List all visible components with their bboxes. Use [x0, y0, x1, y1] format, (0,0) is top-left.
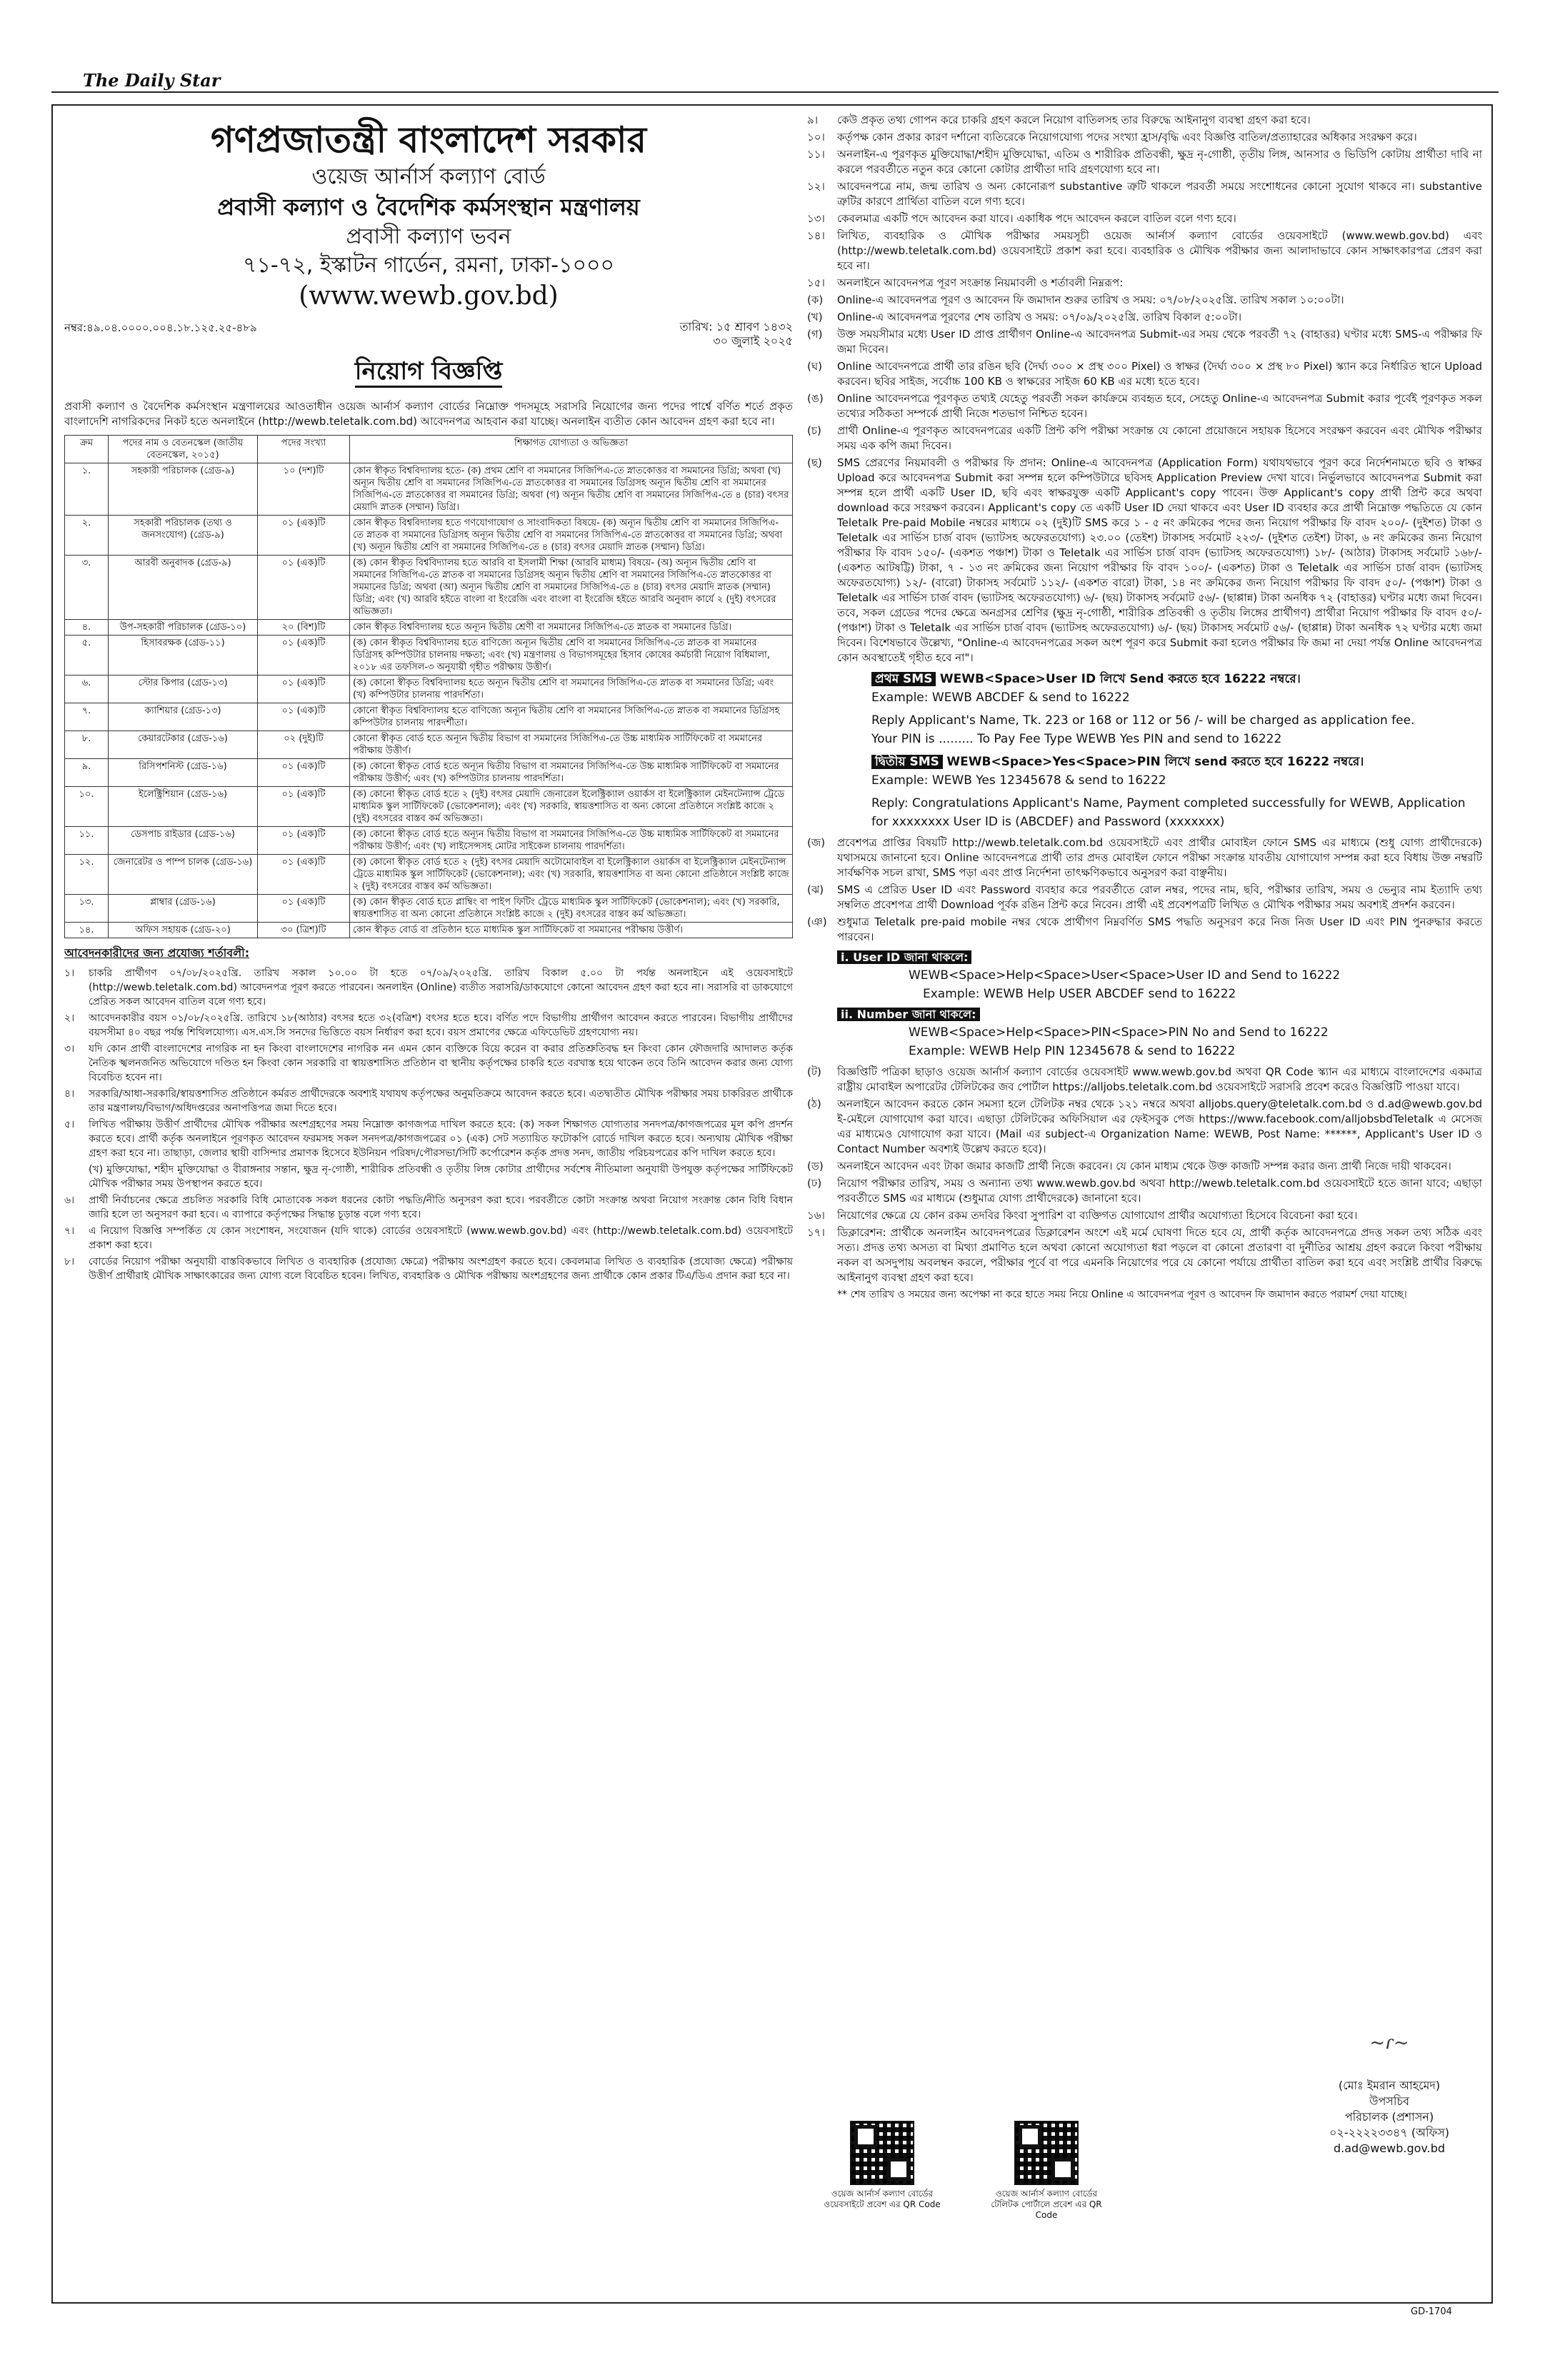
signatory-title2: পরিচালক (প্রশাসন)	[1344, 2110, 1434, 2124]
right-column	[807, 113, 1482, 2298]
clauses-a	[807, 113, 1482, 666]
clause-text: আবেদনকারীর বয়স ০১/০৮/২০২৫খ্রি. তারিখে ১৮(আঠার) বৎসর হতে ৩২(বত্রিশ) বৎসর হতে হবে। বর্ণিত পদে বিভাগীয় প্রার্থীগণ আবেদন করতে পারবেন। বিভাগীয় প্রার্থীদের বয়সসীমা ৪০ বছর পর্যন্ত শিথিলযোগ্য। এস.এস.সি সনদের ভিত্তিতে বয়স নির্ধারণ করা হবে। বয়স প্রমাণের ক্ষেত্রে এফিডেভিট গ্রহণযোগ্য নয়।	[89, 1013, 793, 1038]
row-count: ১০ (দশ)টি	[258, 463, 350, 516]
row-post: ইলেক্ট্রিশিয়ান (গ্রেড-১৬)	[109, 787, 258, 827]
recovery-ii-format: WEWB<Space>Help<Space>PIN<Space>PIN No and Send to 16222	[909, 1025, 1329, 1040]
row-post: সহকারী পরিচালক (গ্রেড-৯)	[109, 463, 258, 516]
clause-item	[807, 423, 1482, 453]
row-post: জেনারেটর ও পাম্প চালক (গ্রেড-১৬)	[109, 855, 258, 895]
clause-item	[807, 293, 1482, 308]
clause-number: ৮।	[64, 1256, 75, 1267]
clause-number: ১৩।	[807, 212, 825, 225]
second-sms-format: WEWB<Space>Yes<Space>PIN লিখে send করতে হবে 16222 নম্বরে।	[946, 755, 1364, 769]
first-sms-example: Example: WEWB ABCDEF & send to 16222	[871, 691, 1130, 705]
sms-instructions	[871, 670, 1482, 831]
clause-number: ১৫।	[807, 276, 825, 289]
clause-text: SMS এ প্রেরিত User ID এবং Password ব্যবহার করে পরবর্তীতে রোল নম্বর, পদের নাম, ছবি, পরীক্ষার তারিখ, সময় ও ভেন্যুর নাম ইত্যাদি তথ্য সম্বলিত প্রবেশপত্র প্রার্থী Download পূর্বক রঙিন প্রিন্ট করে নিবেন। প্রার্থী এই প্রবেশপত্রটি লিখিত ও মৌখিক পরীক্ষার সময় অবশ্যই প্রদর্শন করবেন।	[837, 883, 1482, 911]
row-count: ২০ (বিশ)টি	[258, 620, 350, 636]
row-post: ক্যাশিয়ার (গ্রেড-১৩)	[109, 703, 258, 731]
row-qualification: (ক) কোনো স্বীকৃত বিশ্ববিদ্যালয় হতে অন্যূন দ্বিতীয় শ্রেণি বা সমমানের সিজিপিএ-তে স্নাতক বা সমমানের ডিগ্রি; এবং (খ) কম্পিউটার চালনায় পারদর্শিতা।	[350, 676, 793, 703]
clause-number: (খ)	[807, 311, 823, 323]
row-count: ০১ (এক)টি	[258, 759, 350, 787]
row-qualification: কোন স্বীকৃত বিশ্ববিদ্যালয় হতে গণযোগাযোগ ও সাংবাদিকতা বিষয়ে- (ক) অন্যূন দ্বিতীয় শ্রেণি বা সমমানের সিজিপিএ-তে স্নাতক বা সমমানের ডিগ্রিসহ অন্যূন দ্বিতীয় শ্রেণি বা সমমানের সিজিপিএ-তে স্নাতকোত্তর বা সমমানের ডিগ্রি; অথবা (খ) অন্যূন দ্বিতীয় শ্রেণি বা সমমানের সিজিপিএ-তে ৪ (চার) বৎসর মেয়াদি স্নাতক (সম্মান) ডিগ্রি।	[350, 516, 793, 556]
clause-number: (ঘ)	[807, 360, 822, 373]
recovery-instructions	[837, 949, 1482, 1060]
table-row	[65, 895, 793, 923]
row-count: ০১ (এক)টি	[258, 516, 350, 556]
col-serial: ক্রম	[65, 436, 109, 463]
clause-item	[807, 359, 1482, 389]
clause-text: উক্ত সময়সীমার মধ্যে User ID প্রাপ্ত প্রার্থীগণ Online-এ আবেদনপত্র Submit-এর সময় থেকে পরবর্তী ৭২ (বাহাত্তর) ঘণ্টার মধ্যে SMS-এ পরীক্ষার ফি জমা দিবেন।	[837, 328, 1482, 356]
first-sms-line	[871, 670, 1482, 688]
clause-text: প্রার্থী নির্বাচনের ক্ষেত্রে প্রচলিত সরকারি বিধি মোতাবেক সকল ধরনের কোটা পদ্ধতি/নীতি অনুসরণ করা হবে। পরবর্তীতে কোটা সংক্রান্ত অথবা নিয়োগ সংক্রান্ত কোন বিধি বিধান জারি হলে তা অনুসরণ করা হবে। এ ব্যাপারে কর্তৃপক্ষের সিদ্ধান্ত চূড়ান্ত বলে গণ্য হবে।	[89, 1195, 793, 1220]
clause-item	[64, 1193, 793, 1222]
footnote: ** শেষ তারিখ ও সময়ের জন্য অপেক্ষা না করে হাতে সময় নিয়ে Online এ আবেদনপত্র পূরণ ও আবেদন ফি জমাদান করতে পরামর্শ দেয়া যাচ্ছে।	[837, 1289, 1407, 1300]
clause-item	[807, 1097, 1482, 1157]
clause-item	[807, 130, 1482, 145]
letterhead	[64, 117, 793, 313]
clause-text: অনলাইনে আবেদন করতে কোন সমস্যা হলে টেলিটক নম্বর থেকে ১২১ নম্বরে অথবা alljobs.query@teletalk.com.bd ও d.ad@wewb.gov.bd ই-মেইলে যোগাযোগ করা যাবে। এছাড়া টেলিটকের অফিসিয়াল এর ফেইসবুক পেজ https://www.facebook.com/alljobsbdTeletalk এ মেসেজ এর মাধ্যমেও যোগাযোগ করা যাবে। (Mail এর subject-এ Organization Name: WEWB, Post Name: ******, Applicant's User ID ও Contact Number অবশ্যই উল্লেখ করতে হবে)।	[837, 1098, 1482, 1155]
reference-row	[64, 320, 793, 348]
row-serial: ১২.	[65, 855, 109, 895]
conditions-title: আবেদনকারীদের জন্য প্রযোজ্য শর্তাবলী:	[64, 946, 250, 960]
row-post: ডেসপাচ রাইডার (গ্রেড-১৬)	[109, 827, 258, 855]
table-row	[65, 703, 793, 731]
clause-item	[64, 1011, 793, 1040]
row-serial: ১০.	[65, 787, 109, 827]
row-serial: ৬.	[65, 676, 109, 703]
website-qr-code	[850, 2121, 914, 2185]
row-post: অফিস সহায়ক (গ্রেড-২০)	[109, 923, 258, 938]
row-serial: ৭.	[65, 703, 109, 731]
signatory-phone: ০২-২২২২৩৩৪৭ (অফিস)	[1329, 2126, 1450, 2139]
row-serial: ৮.	[65, 731, 109, 759]
table-row	[65, 787, 793, 827]
newspaper-masthead: The Daily Star	[83, 70, 221, 91]
first-reply-pin: Your PIN is ......... To Pay Fee Type WEWB Yes PIN and send to 16222	[871, 732, 1282, 746]
row-count: ০১ (এক)টি	[258, 895, 350, 923]
clause-text: Online আবেদনপত্রে পূরণকৃত তথ্যই যেহেতু পরবর্তী সকল কার্যক্রমে ব্যবহৃত হবে, সেহেতু Online-এ আবেদনপত্র Submit করার পূর্বেই পূরণকৃত সকল তথ্যের সঠিকতা সম্পর্কে প্রার্থী নিজে শতভাগ নিশ্চিত হবেন।	[837, 392, 1482, 420]
clause-number: (ঙ)	[807, 392, 824, 405]
clause-text: লিখিত, ব্যবহারিক ও মৌখিক পরীক্ষার সময়সূচী ওয়েজ আর্নার্স কল্যাণ বোর্ডের ওয়েবসাইটে (www.wewb.gov.bd) এবং (http://wewb.teletalk.com.bd) ওয়েবসাইটে প্রকাশ করা হবে। ব্যবহারিক ও মৌখিক পরীক্ষার জন্য আলাদাভাবে কোন সাক্ষাৎকারপত্র প্রেরণ করা হবে না।	[837, 229, 1482, 272]
clause-number: ৭।	[64, 1225, 75, 1237]
row-qualification: (ক) কোন স্বীকৃত বিশ্ববিদ্যালয় হতে বাণিজ্যে অন্যূন দ্বিতীয় শ্রেণি বা সমমানের সিজিপিএ-তে স্নাতক বা সমমানের ডিগ্রিসহ কম্পিউটার চালনায় দক্ষতা; এবং (খ) মন্ত্রণালয় ও বিভাগসমূহের হিসাব কোষের কর্মচারী নিয়োগ বিধিমালা, ২০১৮ এর তফসিল-৩ অনুযায়ী গৃহীত পরীক্ষায় উত্তীর্ণ।	[350, 636, 793, 676]
clause-item	[807, 179, 1482, 209]
clause-number: ১।	[64, 968, 75, 979]
table-row	[65, 556, 793, 620]
address: ৭১-৭২, ইস্কাটন গার্ডেন, রমনা, ঢাকা-১০০০	[242, 253, 615, 278]
row-qualification: (ক) কোন স্বীকৃত বিশ্ববিদ্যালয় হতে আরবি বা ইসলামী শিক্ষা (আরবি মাধ্যম) বিষয়ে- (অ) অন্যূন দ্বিতীয় শ্রেণি বা সমমানের সিজিপিএ-তে স্নাতক বা সমমানের ডিগ্রিসহ অন্যূন দ্বিতীয় শ্রেণি বা সমমানের সিজিপিএ-তে স্নাতকোত্তর বা সমমানের ডিগ্রি; অথবা (আ) অন্যূন দ্বিতীয় শ্রেণি বা সমমানের সিজিপিএ-তে ৪ (চার) বৎসর মেয়াদি স্নাতক (সম্মান) ডিগ্রি; এবং (খ) আরবি হইতে বাংলা বা ইংরেজি এবং বাংলা বা ইংরেজি হইতে আরবি অনুবাদ কার্যে ২ (দুই) বৎসরের অভিজ্ঞতা।	[350, 556, 793, 620]
website: (www.wewb.gov.bd)	[299, 281, 559, 311]
clause-item	[807, 113, 1482, 128]
table-header-row	[65, 436, 793, 463]
notice-title: নিয়োগ বিজ্ঞপ্তি	[64, 353, 793, 393]
clause-number: (গ)	[807, 328, 823, 341]
footer-block	[807, 1971, 1482, 2285]
row-post: আরবী অনুবাদক (গ্রেড-৯)	[109, 556, 258, 620]
clause-number: ৩।	[64, 1043, 75, 1055]
clause-number: (ট)	[807, 1065, 821, 1078]
row-serial: ৪.	[65, 620, 109, 636]
posts-table	[64, 435, 793, 938]
row-qualification: কোনো স্বীকৃত বোর্ড হতে অন্যূন দ্বিতীয় বিভাগ বা সমমানের সিজিপিএ-তে উচ্চ মাধ্যমিক সার্টিফিকেট বা সমমানের পরীক্ষায় উত্তীর্ণ।	[350, 731, 793, 759]
clause-text: প্রবেশপত্র প্রাপ্তির বিষয়টি http://wewb.teletalk.com.bd ওয়েবসাইটে এবং প্রার্থীর মোবাইল ফোনে SMS এর মাধ্যমে (শুধু যোগ্য প্রার্থীদেরকে) যথাসময়ে জানানো হবে। Online আবেদনপত্রে প্রার্থী তার প্রদত্ত মোবাইল ফোনে পরীক্ষা সংক্রান্ত যাবতীয় যোগাযোগ সম্পন্ন করা হবে বিধায় উক্ত নম্বরটি সার্বক্ষণিক সচল রাখা, SMS পড়া এবং প্রাপ্ত নির্দেশনা তাৎক্ষণিকভাবে অনুসরণ করা বাঞ্ছনীয়।	[837, 836, 1482, 879]
clause-item	[64, 1224, 793, 1252]
clause-text: অনলাইনে আবেদন এবং টাকা জমার কাজটি প্রার্থী নিজে করবেন। যে কোন মাধ্যম থেকে উক্ত কাজটি সম্পন্ন করার জন্য প্রার্থী নিজে দায়ী থাকবেন।	[837, 1160, 1451, 1173]
clause-number: ১৭।	[807, 1226, 825, 1239]
row-qualification: (ক) কোনো স্বীকৃত বোর্ড হতে ২ (দুই) বৎসর মেয়াদি অটোমোবাইল বা ইলেক্ট্রিক্যাল ওয়ার্কস বা ইলেক্ট্রিক্যাল মেইনটেন্যান্স ট্রেডে মাধ্যমিক স্কুল সার্টিফিকেট (ভোকেশনাল); এবং (খ) সরকারি, স্বায়ত্তশাসিত বা অন্য কোনো প্রতিষ্ঠানে সংশ্লিষ্ট কাজে ২ (দুই) বৎসরের বাস্তব কর্ম অভিজ্ঞতা।	[350, 855, 793, 895]
clause-item	[807, 391, 1482, 421]
signatory-name: (মোঃ ইমরান আহমেদ)	[1338, 2079, 1441, 2092]
signature-block	[1307, 2032, 1471, 2156]
row-qualification: (ক) কোনো স্বীকৃত বোর্ড হতে অন্যূন দ্বিতীয় বিভাগ বা সমমানের সিজিপিএ-তে উচ্চ মাধ্যমিক সার্টিফিকেট বা সমমানের পরীক্ষায় উত্তীর্ণ; এবং (খ) কম্পিউটার চালনায় পারদর্শিতা।	[350, 759, 793, 787]
first-reply: Reply Applicant's Name, Tk. 223 or 168 or 112 or 56 /- will be charged as application fee.	[871, 713, 1415, 728]
clause-item	[807, 310, 1482, 325]
clause-number: ১৬।	[807, 1209, 825, 1222]
row-count: ০১ (এক)টি	[258, 827, 350, 855]
row-qualification: কোন স্বীকৃত বিশ্ববিদ্যালয় হতে অন্যূন দ্বিতীয় শ্রেণী বা সমমানের সিজিপিএ-তে স্নাতক বা সমমানের ডিগ্রি।	[350, 620, 793, 636]
row-serial: ৩.	[65, 556, 109, 620]
clause-item	[807, 147, 1482, 177]
clause-number: ৬।	[64, 1195, 75, 1206]
clause-item	[807, 327, 1482, 357]
board-name: ওয়েজ আর্নার্স কল্যাণ বোর্ড	[311, 164, 546, 189]
row-serial: ১৩.	[65, 895, 109, 923]
second-sms-example: Example: WEWB Yes 12345678 & send to 16222	[871, 773, 1166, 788]
govt-title: গণপ্রজাতন্ত্রী বাংলাদেশ সরকার	[211, 119, 646, 161]
clause-item	[64, 1087, 793, 1115]
table-row	[65, 731, 793, 759]
row-post: হিসাবরক্ষক (গ্রেড-১১)	[109, 636, 258, 676]
clause-item	[807, 883, 1482, 913]
row-post: প্লাম্বার (গ্রেড-১৬)	[109, 895, 258, 923]
table-row	[65, 636, 793, 676]
clause-item	[807, 1159, 1482, 1174]
clause-item	[807, 211, 1482, 226]
clause-number: ২।	[64, 1013, 75, 1024]
clause-item	[807, 915, 1482, 945]
table-row	[65, 923, 793, 938]
clause-item	[64, 1118, 793, 1160]
signature-scribble: ~ɾ~	[1369, 2032, 1409, 2054]
date-bangla: ১৫ শ্রাবণ ১৪৩২	[716, 320, 793, 333]
intro-paragraph: প্রবাসী কল্যাণ ও বৈদেশিক কর্মসংস্থান মন্ত্রণালয়ের আওতাধীন ওয়েজ আর্নার্স কল্যাণ বোর্ডের নিম্নোক্ত পদসমূহে সরাসরি নিয়োগের জন্য পদের পার্শ্বে বর্ণিত শর্তে প্রকৃত বাংলাদেশি নাগরিকদের নিকট হতে অনলাইনে (http://wewb.teletalk.com.bd) আবেদনপত্র আহবান করা যাচ্ছে। অনলাইন ব্যতীত কোন আবেদন গ্রহণ করা হবে না।	[64, 400, 793, 428]
clause-text: লিখিত পরীক্ষায় উত্তীর্ণ প্রার্থীদের মৌখিক পরীক্ষার অংশগ্রহণের সময় নিম্নোক্ত কাগজপত্র দাখিল করতে হবে: (ক) সকল শিক্ষাগত যোগ্যতার সনদপত্র/কাগজপত্রের মূল কপি প্রদর্শন করতে হবে। প্রার্থী কর্তৃক অনলাইনে পূরণকৃত আবেদন ফরমসহ সকল সনদপত্র/কাগজপত্রের ০১ (এক) সেট সত্যায়িত ফটোকপি বোর্ডে দাখিল করতে হবে। অন্যথায় মৌখিক পরীক্ষা গ্রহণ করা হবে না। তাছাড়া, জেলার স্থায়ী বাসিন্দার প্রমাণক হিসেবে ইউনিয়ন পরিষদ/পৌরসভা/সিটি কর্পোরেশন কর্তৃক প্রদত্ত সনদ, জাতীয় পরিচয়পত্রের কপি দাখিল করতে হবে।	[89, 1119, 793, 1159]
row-qualification: (ক) কোনো স্বীকৃত বোর্ড হতে ২ (দুই) বৎসর মেয়াদি জেনারেল ইলেক্ট্রিক্যাল ওয়ার্কস বা ইলেক্ট্রিক্যাল মেইনটেন্যান্স ট্রেডে মাধ্যমিক স্কুল সার্টিফিকেট (ভোকেশনাল); এবং (খ) সরকারি, স্বায়ত্তশাসিত বা অন্য কোনো প্রতিষ্ঠানে সংশ্লিষ্ট কাজে ২ (দুই) বৎসরের বাস্তব কর্ম অভিজ্ঞতা।	[350, 787, 793, 827]
table-row	[65, 676, 793, 703]
clause-text: শুধুমাত্র Teletalk pre-paid mobile নম্বর থেকে প্রার্থীগণ নিম্নবর্ণিত SMS পদ্ধতি অনুসরণ করে নিজ নিজ User ID এবং PIN পুনরুদ্ধার করতে পারবেন।	[837, 915, 1482, 943]
ministry-name: প্রবাসী কল্যাণ ও বৈদেশিক কর্মসংস্থান মন্ত্রণালয়	[217, 194, 640, 221]
date-english: ৩০ জুলাই ২০২৫	[713, 334, 793, 348]
clause-item	[807, 456, 1482, 666]
clause-text: SMS প্রেরণের নিয়মাবলী ও পরীক্ষার ফি প্রদান: Online-এ আবেদনপত্র (Application Form) যথাযথভাবে পূরণ করে নির্দেশনামতে ছবি ও স্বাক্ষর Upload করে আবেদনপত্র Submit করা সম্পন্ন হলে কম্পিউটারে ছবিসহ Application Preview দেখা যাবে। নির্ভুলভাবে আবেদনপত্র Submit করা সম্পন্ন হলে প্রার্থী একটি User ID, ছবি এবং স্বাক্ষরযুক্ত একটি Applicant's copy পাবেন। উক্ত Applicant's copy প্রার্থী প্রিন্ট করে অথবা download করে সংরক্ষণ করবেন। Applicant's copy তে একটি User ID দেয়া থাকবে এবং User ID ব্যবহার করে প্রার্থী নিম্নোক্ত পদ্ধতিতে যে কোন Teletalk Pre-paid Mobile নম্বরের মাধ্যমে ০২ (দুই)টি SMS করে ১ - ৫ নং ক্রমিকের পদের জন্য নিয়োগ পরীক্ষার ফি বাবদ ২০০/- (দুইশত) টাকা ও Teletalk এর সার্ভিস চার্জ বাবদ (ভ্যাটসহ অফেরতযোগ্য) ২৩.০০ (তেইশ) টাকাসহ সর্বমোট ২২৩/- (দুইশত তেইশ) টাকা, ৬ নং ক্রমিকের জন্য নিয়োগ পরীক্ষার ফি বাবদ ১৫০/- (একশত পঞ্চাশ) টাকা ও Teletalk এর সার্ভিস চার্জ বাবদ (ভ্যাটসহ অফেরতযোগ্য) ১৮/- (আঠার) টাকাসহ সর্বমোট ১৬৮/- (একশত আটষট্টি) টাকা, ৭ - ১৩ নং ক্রমিকের জন্য নিয়োগ পরীক্ষার ফি বাবদ ১০০/- (একশত) টাকা ও Teletalk এর সার্ভিস চার্জ বাবদ (ভ্যাটসহ অফেরতযোগ্য) ১২/- (বারো) টাকাসহ সর্বমোট ১১২/- (একশত বারো) টাকা, ১৪ নং ক্রমিকের জন্য নিয়োগ পরীক্ষার ফি বাবদ ৫০/- (পঞ্চাশ) টাকা ও Teletalk এর সার্ভিস চার্জ বাবদ (ভ্যাটসহ অফেরতযোগ্য) ৬/- (ছয়) টাকাসহ সর্বমোট ৫৬/- (ছাপ্পান্ন) টাকা অনধিক ৭২ (বাহাত্তর) ঘণ্টার মধ্যে জমা দিবেন। তবে, সকল গ্রেডের পদের ক্ষেত্রে অনগ্রসর শ্রেণির (ক্ষুদ্র নৃ-গোষ্ঠী, শারীরিক প্রতিবন্ধী ও তৃতীয় লিঙ্গের প্রার্থীগণ) প্রার্থীরা নিয়োগ পরীক্ষার ফি বাবদ ৫০/- (পঞ্চাশ) টাকা ও Teletalk এর সার্ভিস চার্জ বাবদ (ভ্যাটসহ অফেরতযোগ্য) ৬/- (ছয়) টাকাসহ সর্বমোট ৫৬/- (ছাপ্পান্ন) টাকা অনধিক ৭২ ঘণ্টার মধ্যে জমা দিবেন। বিশেষভাবে উল্লেখ্য, "Online-এ আবেদনপত্রের সকল অংশ পূরণ করে Submit করা হলেও পরীক্ষার ফি জমা না দেয়া পর্যন্ত Online আবেদনপত্র কোন অবস্থাতেই গৃহীত হবে না"।	[837, 456, 1482, 664]
clause-text: সরকারি/আধা-সরকারি/স্বায়ত্তশাসিত প্রতিষ্ঠানে কর্মরত প্রার্থীদেরকে অবশ্যই যথাযথ কর্তৃপক্ষের অনুমতিক্রমে আবেদন করতে হবে। এতদ্ব্যতীত মৌখিক পরীক্ষার সময় চাকরিরত প্রার্থীকে তার মন্ত্রণালয়/বিভাগ/অধিদপ্তরের অনাপত্তিপত্র জমা দিতে হবে।	[89, 1088, 793, 1114]
clause-number: ১৪।	[807, 229, 825, 242]
conditions-list	[64, 966, 793, 1283]
row-qualification: (ক) কোনো স্বীকৃত বোর্ড হতে অন্যূন দ্বিতীয় বিভাগ বা সমমানের সিজিপিএ-তে উচ্চ মাধ্যমিক সার্টিফিকেট বা সমমানের পরীক্ষায় উত্তীর্ণ; এবং (খ) লাইসেন্সসহ মোটর সাইকেল চালনায় পারদর্শিতা।	[350, 827, 793, 855]
clause-item	[64, 966, 793, 1009]
row-post: রিসিপশনিস্ট (গ্রেড-১৬)	[109, 759, 258, 787]
row-qualification: কোনো স্বীকৃত বিশ্ববিদ্যালয় হতে বাণিজ্যে অন্যূন দ্বিতীয় শ্রেণি বা সমমানের সিজিপিএ-তে স্নাতক বা সমমানের ডিগ্রিসহ কম্পিউটার চালনায় পারদর্শীতা।	[350, 703, 793, 731]
table-row	[65, 827, 793, 855]
clause-number: ৯।	[807, 114, 819, 126]
table-row	[65, 759, 793, 787]
row-qualification: কোন স্বীকৃত বোর্ড বা প্রতিষ্ঠান হতে মাধ্যমিক স্কুল সার্টিফিকেট বা সমমানের পরীক্ষায় উত্তীর্ণ।	[350, 923, 793, 938]
teletalk-qr-caption: ওয়েজ আর্নার্স কল্যাণ বোর্ডের টেলিটক পোর্টালে প্রবেশ এর QR Code	[991, 2189, 1102, 2220]
row-count: ০২ (দুই)টি	[258, 731, 350, 759]
row-serial: ৯.	[65, 759, 109, 787]
row-serial: ১৪.	[65, 923, 109, 938]
clause-item	[64, 1163, 793, 1191]
row-count: ০১ (এক)টি	[258, 676, 350, 703]
row-post: সহকারী পরিচালক (তথ্য ও জনসংযোগ) (গ্রেড-৯)	[109, 516, 258, 556]
row-post: স্টোর কিপার (গ্রেড-১৩)	[109, 676, 258, 703]
clause-item	[807, 276, 1482, 291]
row-count: ০১ (এক)টি	[258, 636, 350, 676]
row-qualification: কোন স্বীকৃত বিশ্ববিদ্যালয় হতে- (ক) প্রথম শ্রেণি বা সমমানের সিজিপিএ-তে স্নাতকোত্তর বা সমমানের ডিগ্রি; অথবা (খ) অন্যূন দ্বিতীয় শ্রেণি বা সমমানের সিজিপিএ-তে স্নাতকোত্তর বা সমমানের ডিগ্রিসহ অন্যূন দ্বিতীয় শ্রেণি বা সমমানের সিজিপিএ-তে স্নাতকোত্তর বা সমমানের ডিগ্রি; অথবা (গ) অন্যূন দ্বিতীয় শ্রেণি বা সমমানের সিজিপিএ-তে ৪ (চার) বৎসর মেয়াদি স্নাতক (সম্মান) ডিগ্রি।	[350, 463, 793, 516]
signatory-title1: উপসচিব	[1369, 2094, 1409, 2108]
row-post: কেয়ারটেকার (গ্রেড-১৬)	[109, 731, 258, 759]
clause-item	[807, 1208, 1482, 1223]
signatory-email: d.ad@wewb.gov.bd	[1333, 2142, 1446, 2155]
top-rule	[51, 91, 1499, 93]
recovery-ii-example: Example: WEWB Help PIN 12345678 & send to 16222	[909, 1044, 1236, 1058]
row-post: উপ-সহকারী পরিচালক (গ্রেড-১০)	[109, 620, 258, 636]
clause-number: (ঝ)	[807, 883, 824, 896]
clause-number: (ক)	[807, 293, 824, 306]
building-name: প্রবাসী কল্যাণ ভবন	[346, 224, 511, 249]
row-count: ০১ (এক)টি	[258, 556, 350, 620]
clause-number: (ঞ)	[807, 915, 827, 928]
recovery-i-format: WEWB<Space>Help<Space>User<Space>User ID and Send to 16222	[909, 968, 1341, 983]
clause-text: অনলাইনে আবেদনপত্র পূরণ সংক্রান্ত নিয়মাবলী ও শর্তাবলী নিম্নরূপ:	[837, 276, 1124, 289]
clause-text: Online-এ আবেদনপত্র পূরণের শেষ তারিখ ও সময়: ০৭/০৯/২০২৫খ্রি. তারিখ বিকাল ৫:০০টা।	[837, 311, 1242, 323]
row-serial: ৫.	[65, 636, 109, 676]
clause-number: ৪।	[64, 1088, 75, 1100]
clause-number: (ছ)	[807, 456, 822, 469]
clause-number	[64, 1163, 89, 1191]
clause-text: নিয়োগের ক্ষেত্রে যে কোন রকম তদবির কিংবা সুপারিশ বা ব্যক্তিগত যোগাযোগ প্রার্থীর অযোগ্যতা হিসেবে বিবেচনা করা হবে।	[837, 1209, 1358, 1222]
table-row	[65, 620, 793, 636]
row-count: ০১ (এক)টি	[258, 703, 350, 731]
clause-item	[807, 835, 1482, 880]
first-sms-tag: প্রথম SMS	[871, 672, 936, 686]
row-serial: ১.	[65, 463, 109, 516]
clause-text: Online-এ আবেদনপত্র পূরণ ও আবেদন ফি জমাদান শুরুর তারিখ ও সময়: ০৭/০৮/২০২৫খ্রি. তারিখ সকাল ১০:০০টা।	[837, 293, 1344, 306]
teletalk-qr-code	[1014, 2121, 1079, 2185]
row-serial: ২.	[65, 516, 109, 556]
recovery-ii-tag: ii. Number জানা থাকলে:	[837, 1008, 980, 1021]
clause-item	[807, 229, 1482, 273]
table-body	[65, 463, 793, 938]
col-qualification: শিক্ষাগত যোগ্যতা ও অভিজ্ঞতা	[350, 436, 793, 463]
first-sms-format: WEWB<Space>User ID লিখে Send করতে হবে 16222 নম্বরে।	[939, 672, 1301, 686]
second-sms-line	[871, 753, 1482, 771]
clause-text: ডিক্লারেশন: প্রার্থীকে অনলাইন আবেদনপত্রের ডিক্লারেশন অংশে এই মর্মে ঘোষণা দিতে হবে যে, প্রার্থী কর্তৃক আবেদনপত্রে প্রদত্ত সকল তথ্য সঠিক এবং সত্য। প্রদত্ত তথ্য অসত্য বা মিথ্যা প্রমাণিত হলে অথবা কোনো অযোগ্যতা ধরা পড়লে বা কোনো প্রতারণা বা দুর্নীতির আশ্রয় গ্রহণ করলে কিংবা পরীক্ষায় নকল বা অসদুপায় অবলম্বন করলে, পরীক্ষার পূর্বে বা পরে এমনকি নিয়োগের পরে যে কোনো পর্যায়ে প্রার্থীতা বাতিল করা হবে এবং সংশ্লিষ্ট প্রার্থীর বিরুদ্ধে আইনানুগ ব্যবস্থা গ্রহণ করা হবে।	[837, 1226, 1482, 1284]
clause-number: (ড)	[807, 1160, 824, 1173]
clause-number: (জ)	[807, 836, 826, 849]
clause-text: বোর্ডের নিয়োগ পরীক্ষা অনুযায়ী বাস্তবিকভাবে লিখিত ও ব্যবহারিক (প্রযোজ্য ক্ষেত্রে) পরীক্ষায় অংশগ্রহণ করতে হবে। কেবলমাত্র লিখিত ও ব্যবহারিক (প্রযোজ্য ক্ষেত্রে) পরীক্ষায় উত্তীর্ণ প্রার্থীরাই মৌখিক সাক্ষাৎকারের জন্য যোগ্য বলে বিবেচিত হবেন। লিখিত, ব্যবহারিক ও মৌখিক পরীক্ষায় অংশগ্রহণের জন্য প্রার্থীকে কোন প্রকার টিএ/ডিএ প্রদান করা হবে না।	[89, 1256, 793, 1282]
clause-text: কেবলমাত্র একটি পদে আবেদন করা যাবে। একাধিক পদে আবেদন করলে বাতিল বলে গণ্য হবে।	[837, 212, 1236, 225]
clauses-c	[807, 1065, 1482, 1285]
col-post: পদের নাম ও বেতনস্কেল (জাতীয় বেতনস্কেল, ২০১৫)	[109, 436, 258, 463]
date-label: তারিখ:	[679, 320, 713, 333]
clause-item	[807, 1176, 1482, 1206]
clause-text: নিয়োগ পরীক্ষার তারিখ, সময় ও অন্যান্য তথ্য www.wewb.gov.bd অথবা http://wewb.teletalk.com.bd ওয়েবসাইটে হতে জানা যাবে; এছাড়া পরবর্তীতে SMS এর মাধ্যমে (শুধুমাত্র যোগ্য প্রার্থীদেরকে) জানানো হবে।	[837, 1177, 1482, 1205]
clause-number: (ঠ)	[807, 1098, 821, 1110]
clause-text: যদি কোন প্রার্থী বাংলাদেশের নাগরিক না হন কিংবা বাংলাদেশের নাগরিক নন এমন কোন ব্যক্তিকে বিয়ে করেন বা করার প্রতিশ্রুতিবদ্ধ হন কিংবা কোন ফৌজদারি আদালত কর্তৃক নৈতিক স্খলনজনিত অভিযোগে দণ্ডিত হন কিংবা কোন সরকারি বা স্বায়ত্তশাসিত প্রতিষ্ঠান বা স্থানীয় কর্তৃপক্ষের চাকরি হতে বরখাস্ত হয়ে থাকেন তবে তিনি আবেদন করার জন্য যোগ্য বিবেচিত হবেন না।	[89, 1043, 793, 1083]
recovery-i-tag: i. User ID জানা থাকলে:	[837, 950, 971, 964]
clause-text: চাকরি প্রার্থীগণ ০৭/০৮/২০২৫খ্রি. তারিখ সকাল ১০.০০ টা হতে ০৭/০৯/২০২৫খ্রি. তারিখ বিকাল ৫.০০ টা পর্যন্ত অনলাইনে এই ওয়েবসাইটে (http://wewb.teletalk.com.bd) আবেদনপত্র পূরণ করতে পারবেন। অনলাইন (Online) ব্যতীত সরাসরি/ডাকযোগে কোনো আবেদন গ্রহণ করা হবে না। সরাসরি বা ডাকযোগে প্রেরিত সকল আবেদন বাতিল বলে গণ্য হবে।	[89, 968, 793, 1008]
clauses-b	[807, 835, 1482, 945]
ad-code: GD-1704	[1411, 2306, 1452, 2317]
clause-number: ১০।	[807, 131, 825, 144]
clause-text: প্রার্থী Online-এ পূরণকৃত আবেদনপত্রের একটি প্রিন্ট কপি পরীক্ষা সংক্রান্ত যে কোনো প্রয়োজনে সহায়ক হিসেবে সংরক্ষণ করবেন এবং মৌখিক পরীক্ষার সময় এক কপি জমা দিবেন।	[837, 424, 1482, 452]
row-count: ০১ (এক)টি	[258, 787, 350, 827]
clause-text: (খ) মুক্তিযোদ্ধা, শহীদ মুক্তিযোদ্ধা ও বীরাঙ্গনার সন্তান, ক্ষুদ্র নৃ-গোষ্ঠী, শারীরিক প্রতিবন্ধী ও তৃতীয় লিঙ্গ কোটার প্রার্থীদের সর্বশেষ নীতিমালা অনুযায়ী উপযুক্ত কর্তৃপক্ষের সার্টিফিকেট মৌখিক পরীক্ষার সময় উপস্থাপন করতে হবে।	[89, 1164, 793, 1190]
clause-item	[64, 1042, 793, 1085]
second-sms-tag: দ্বিতীয় SMS	[871, 755, 943, 769]
clause-number: ১১।	[807, 148, 825, 161]
clause-number: ১২।	[807, 180, 825, 193]
clause-text: এ নিয়োগ বিজ্ঞপ্তি সম্পর্কিত যে কোন সংশোধন, সংযোজন (যদি থাকে) বোর্ডের ওয়েবসাইটে (www.wewb.gov.bd) এবং (http://wewb.teletalk.com.bd) ওয়েবসাইটে প্রকাশ করা হবে।	[89, 1225, 793, 1251]
row-qualification: (ক) কোন স্বীকৃত বোর্ড হতে প্লাম্বিং বা পাইপ ফিটিং ট্রেডে মাধ্যমিক স্কুল সার্টিফিকেট (ভোকেশনাল); এবং (খ) সরকারি, স্বায়ত্তশাসিত বা অন্য কোনো প্রতিষ্ঠানে সংশ্লিষ্ট কাজে ২ (দুই) বৎসরের বাস্তব কর্ম অভিজ্ঞতা।	[350, 895, 793, 923]
row-count: ৩০ (ত্রিশ)টি	[258, 923, 350, 938]
clause-number: (চ)	[807, 424, 821, 437]
row-count: ০১ (এক)টি	[258, 855, 350, 895]
clause-number: ৫।	[64, 1119, 75, 1130]
memo-number: নম্বর:৪৯.০৪.০০০০.০০৪.১৮.১২৫.২৫-৪৮৯	[64, 321, 257, 334]
clause-text: অনলাইন-এ পূরণকৃত মুক্তিযোদ্ধা/শহীদ মুক্তিযোদ্ধা, এতিম ও শারীরিক প্রতিবন্ধী, ক্ষুদ্র নৃ-গোষ্ঠী, তৃতীয় লিঙ্গ, আনসার ও ভিডিপি কোটায় প্রার্থীতা দাবি না করলে পরবর্তীতে নতুন করে কোনো কোটার প্রার্থীতা দাবি গ্রহণযোগ্য হবে না।	[837, 148, 1482, 176]
col-count: পদের সংখ্যা	[258, 436, 350, 463]
recovery-i-example: Example: WEWB Help USER ABCDEF send to 16222	[923, 987, 1236, 1001]
clause-text: আবেদনপত্রে নাম, জন্ম তারিখ ও অন্য কোনোরূপ substantive ত্রুটি থাকলে পরবর্তী সময়ে সংশোধনের কোনো সুযোগ থাকবে না। substantive ত্রুটির কারণে প্রার্থিতা বাতিল বলে গণ্য হবে।	[837, 180, 1482, 208]
table-row	[65, 516, 793, 556]
row-serial: ১১.	[65, 827, 109, 855]
clause-text: কেউ প্রকৃত তথ্য গোপন করে চাকরি গ্রহণ করলে নিয়োগ বাতিলসহ তার বিরুদ্ধে আইনানুগ ব্যবস্থা গ্রহণ করা হবে।	[837, 114, 1311, 126]
clause-item	[64, 1255, 793, 1283]
clause-text: কর্তৃপক্ষ কোন প্রকার কারণ দর্শানো ব্যতিরেকে নিয়োগযোগ্য পদের সংখ্যা হ্রাস/বৃদ্ধি এবং বিজ্ঞপ্তি বাতিল/প্রত্যাহারের অধিকার সংরক্ষণ করে।	[837, 131, 1417, 144]
table-row	[65, 855, 793, 895]
clause-text: বিজ্ঞপ্তিটি পত্রিকা ছাড়াও ওয়েজ আর্নার্স কল্যাণ বোর্ডের ওয়েবসাইট www.wewb.gov.bd অথবা QR Code স্ক্যান এর মাধ্যমে বাংলাদেশের একমাত্র রাষ্ট্রীয় মোবাইল অপারেটর টেলিটকের জব পোর্টাল https://alljobs.teletalk.com.bd ওয়েবসাইটে সরাসরি প্রবেশ করেও বিজ্ঞপ্তিটি পাওয়া যাবে।	[837, 1065, 1482, 1093]
table-row	[65, 463, 793, 516]
clause-item	[807, 1065, 1482, 1095]
clause-number: (ঢ)	[807, 1177, 822, 1190]
date-block	[680, 320, 793, 348]
second-reply: Reply: Congratulations Applicant's Name, Payment completed successfully for WEWB, Application for xxxxxxxx User ID is (ABCDEF) and Password (xxxxxxx)	[871, 796, 1466, 829]
website-qr-caption: ওয়েজ আর্নার্স কল্যাণ বোর্ডের ওয়েবসাইটে প্রবেশ এর QR Code	[824, 2189, 941, 2209]
clause-text: Online আবেদনপত্রে প্রার্থী তার রঙিন ছবি (দৈর্ঘ্য ৩০০ × প্রস্থ ৩০০ Pixel) ও স্বাক্ষর (দৈর্ঘ্য ৩০০ × প্রস্থ ৮০ Pixel) স্ক্যান করে নির্ধারিত স্থানে Upload করবেন। ছবির সাইজ, সর্বোচ্চ 100 KB ও স্বাক্ষরের সাইজ 60 KB এর মধ্যে হতে হবে।	[837, 360, 1482, 388]
left-column	[64, 113, 793, 2298]
clause-item	[807, 1225, 1482, 1285]
